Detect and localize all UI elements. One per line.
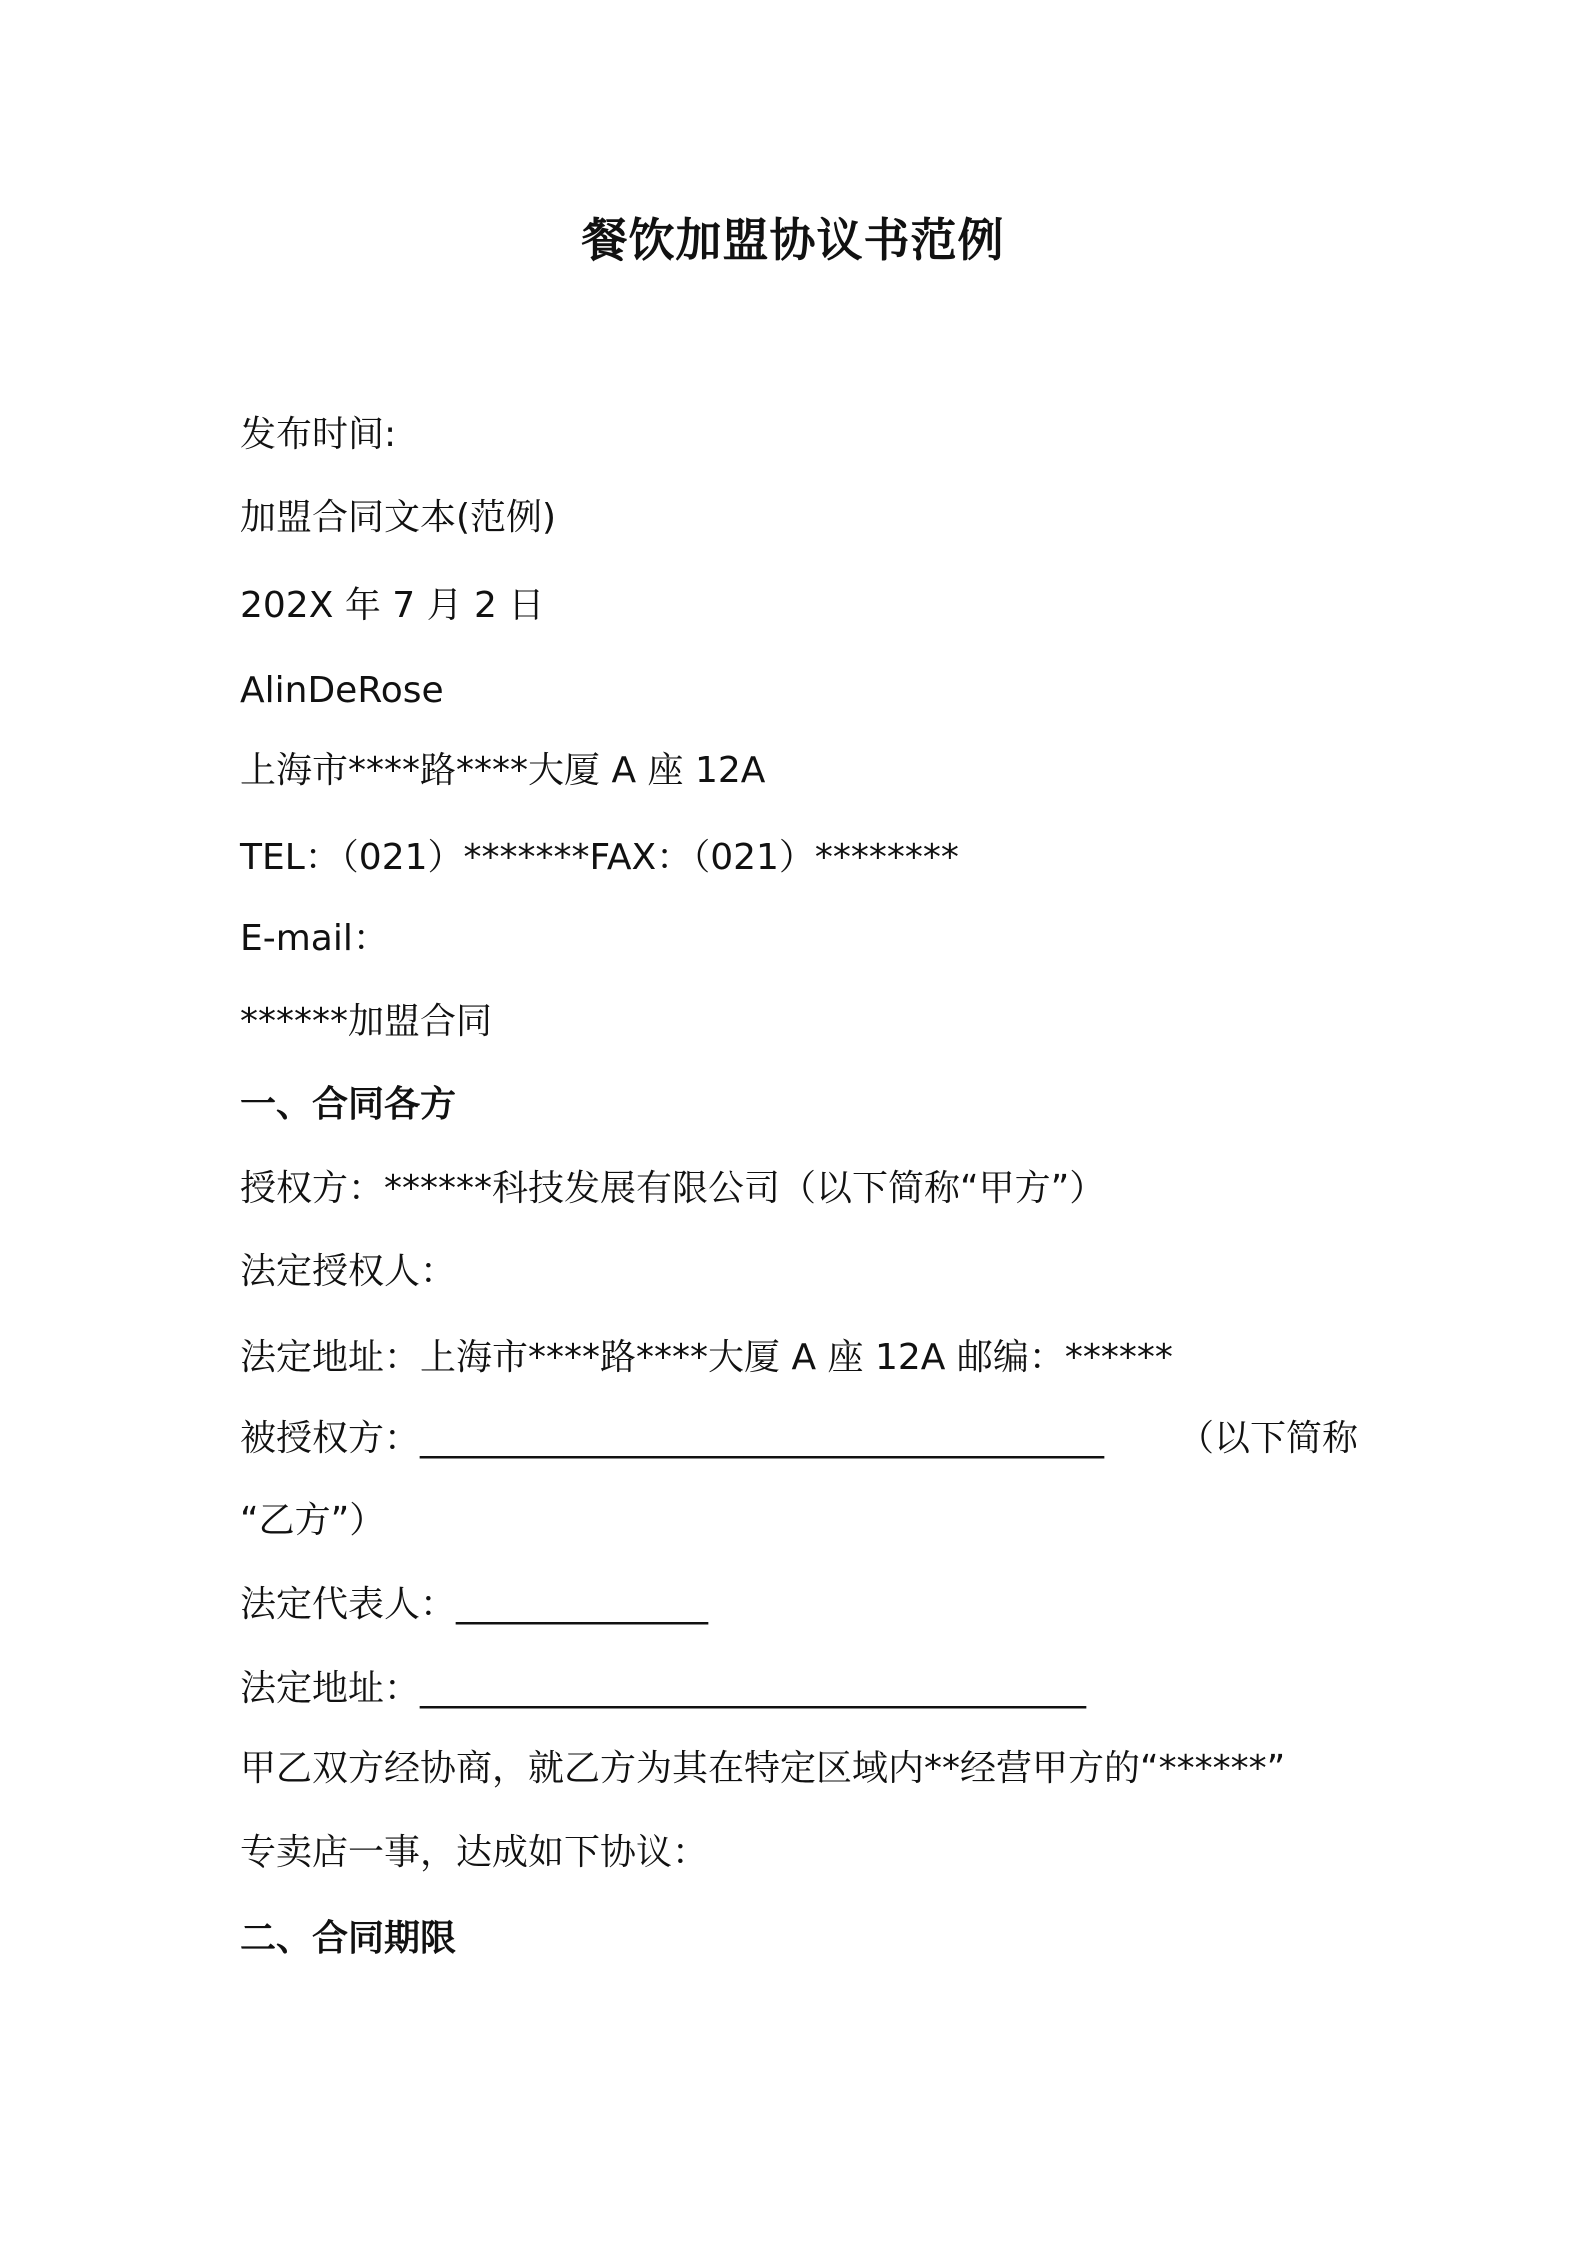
release-time-label: 发布时间:: [240, 414, 397, 455]
licensee-line: 被授权方：______________________________________: [240, 1418, 1105, 1459]
licensor-address-line: 法定地址：上海市****路****大厦 A 座 12A 邮编：******: [240, 1337, 1173, 1378]
email-label: E-mail：: [240, 918, 389, 959]
licensor-line: 授权方：******科技发展有限公司（以下简称“甲方”）: [240, 1168, 1106, 1209]
agreement-paragraph-line-1: 甲乙双方经协商，就乙方为其在特定区域内**经营甲方的“******”: [240, 1748, 1286, 1789]
contract-subtitle: 加盟合同文本(范例): [240, 497, 557, 538]
phone-fax-line: TEL：（021）*******FAX：（021）********: [240, 837, 959, 878]
legal-rep-line: 法定代表人：______________: [240, 1584, 709, 1625]
author-name: AlinDeRose: [240, 670, 444, 711]
licensee-address-line: 法定地址：_____________________________________: [240, 1668, 1087, 1709]
licensee-abbrev-prefix: （以下简称: [1178, 1418, 1359, 1459]
contract-name: ******加盟合同: [240, 1001, 493, 1042]
section-heading-parties: 一、合同各方: [240, 1084, 457, 1125]
section-heading-term: 二、合同期限: [240, 1918, 457, 1959]
legal-authorized-line: 法定授权人：: [240, 1251, 457, 1292]
contract-date: 202X 年 7 月 2 日: [240, 585, 545, 626]
address-line: 上海市****路****大厦 A 座 12A: [240, 750, 766, 791]
document-title: 餐饮加盟协议书范例: [581, 213, 1005, 267]
agreement-paragraph-line-2: 专卖店一事，达成如下协议：: [240, 1832, 709, 1873]
licensee-abbrev: “乙方”）: [240, 1500, 386, 1541]
